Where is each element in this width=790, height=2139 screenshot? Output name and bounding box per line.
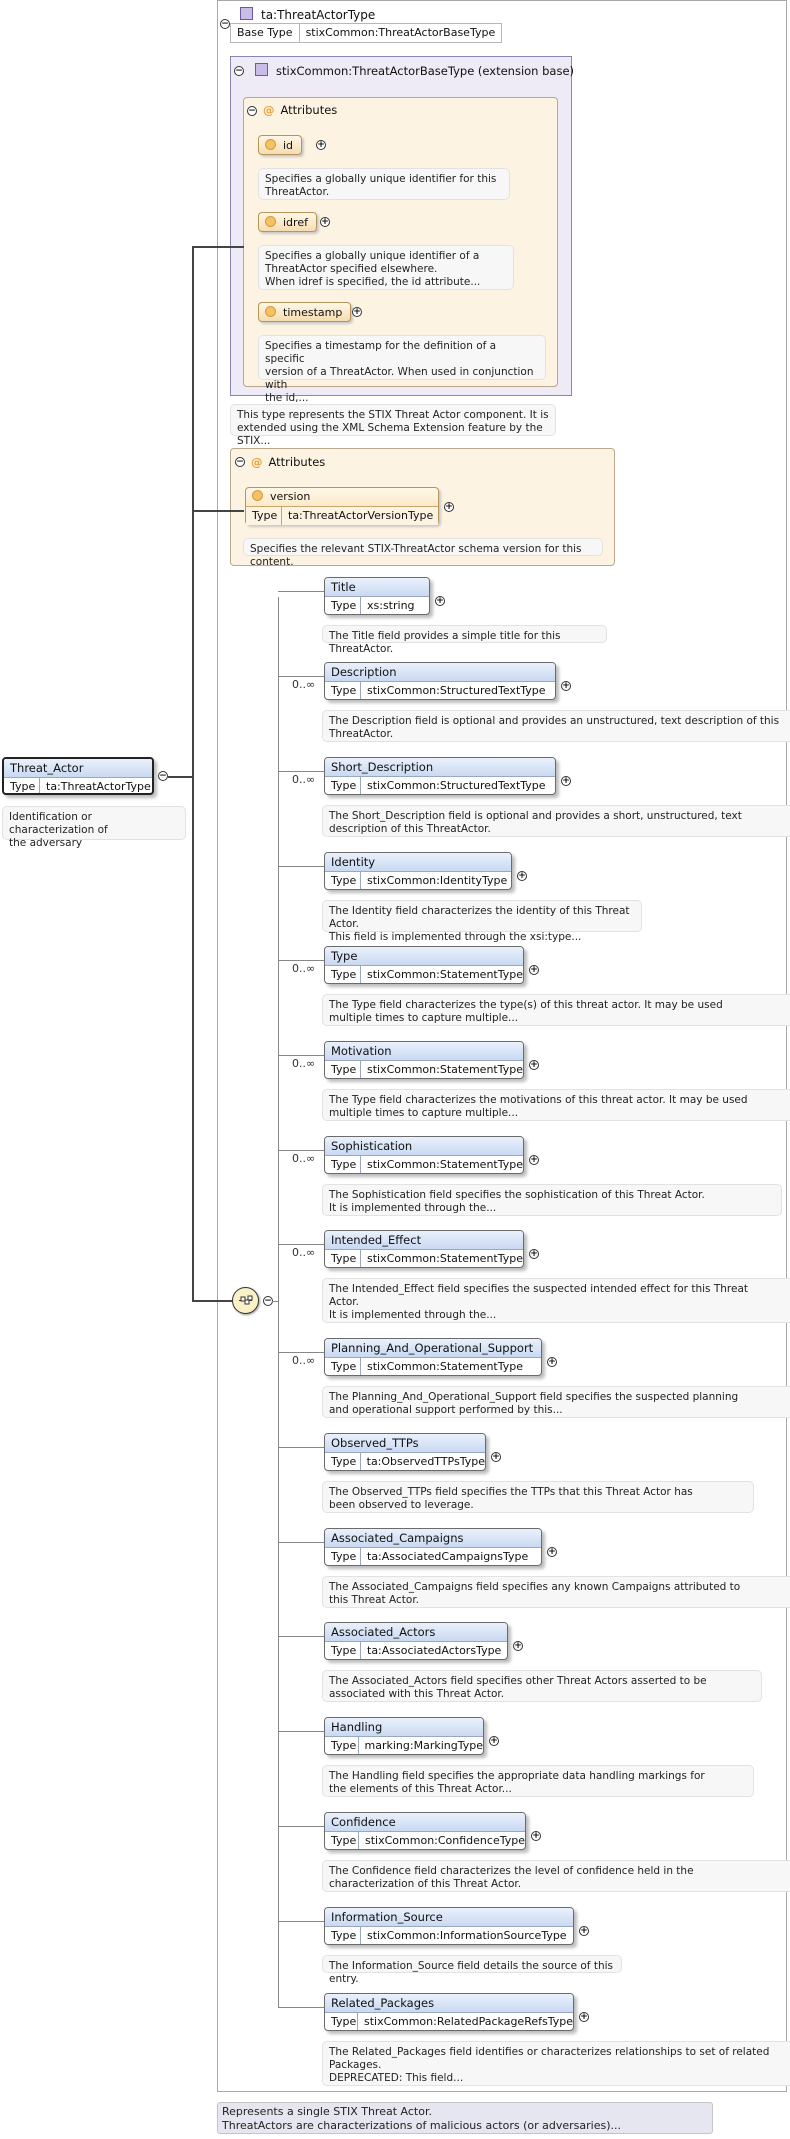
attribute-icon	[265, 139, 276, 150]
base-type-row	[230, 23, 502, 43]
collapse-attributes-icon[interactable]: −	[236, 457, 244, 467]
type-key: Type	[325, 1061, 361, 1079]
type-value: ta:ObservedTTPsType	[366, 1455, 485, 1468]
element-doc: The Related_Packages field identifies or characterizes relationships to set of related Packages. DEPRECATED: This field...	[322, 2041, 790, 2086]
connector	[278, 1055, 324, 1056]
attribute-icon	[265, 306, 276, 317]
attribute-doc: Specifies the relevant STIX-ThreatActor schema version for this content.	[243, 538, 603, 556]
type-value: stixCommon:StatementType	[366, 1158, 523, 1171]
attribute-icon	[252, 490, 263, 501]
element-associated-campaigns[interactable]	[324, 1528, 542, 1566]
element-doc: The Identity field characterizes the identity of this Threat Actor. This field is implemented through the xsi:type...	[322, 900, 642, 932]
element-related-packages[interactable]	[324, 1993, 574, 2031]
type-key: Type	[325, 1832, 359, 1850]
element-planning-and-operational-support[interactable]	[324, 1338, 542, 1376]
type-key: Type	[325, 2013, 358, 2031]
type-value: stixCommon:StatementType	[366, 968, 523, 981]
footer-doc: Represents a single STIX Threat Actor. ThreatActors are characterizations of malicious actors (or adversaries)...	[217, 2102, 713, 2134]
collapse-type-icon[interactable]: −	[221, 19, 229, 29]
extension-title-text: stixCommon:ThreatActorBaseType (extension base)	[276, 64, 575, 78]
element-name: Motivation	[325, 1042, 523, 1061]
type-key: Type	[325, 777, 361, 795]
connector	[278, 1731, 324, 1732]
element-observed-ttps[interactable]	[324, 1433, 486, 1471]
element-information-source[interactable]	[324, 1907, 574, 1945]
expand-icon[interactable]: +	[436, 596, 444, 606]
expand-icon[interactable]: +	[580, 1926, 588, 1936]
collapse-extension-icon[interactable]: −	[235, 66, 243, 76]
complex-type-icon	[255, 63, 268, 76]
cardinality-label: 0..∞	[292, 678, 316, 691]
sequence-compositor-icon[interactable]	[232, 1287, 259, 1314]
element-name: Associated_Campaigns	[325, 1529, 541, 1548]
element-name: Short_Description	[325, 758, 555, 777]
type-value: stixCommon:StructuredTextType	[367, 684, 546, 697]
element-name: Intended_Effect	[325, 1231, 523, 1250]
collapse-root-icon[interactable]: −	[159, 771, 167, 781]
type-key: Type	[325, 1156, 361, 1174]
type-key: Type	[325, 1737, 359, 1755]
type-key: Type	[4, 778, 40, 795]
connector	[278, 1826, 324, 1827]
connector	[168, 776, 194, 778]
element-name: Associated_Actors	[325, 1623, 507, 1642]
cardinality-label: 0..∞	[292, 773, 316, 786]
connector	[192, 510, 244, 512]
attribute-idref[interactable]	[258, 212, 317, 232]
type-value: ta:ThreatActorVersionType	[288, 509, 434, 522]
at-icon: @	[263, 103, 275, 117]
expand-icon[interactable]: +	[514, 1641, 522, 1651]
connector	[272, 1301, 279, 1302]
element-name: Threat_Actor	[4, 759, 152, 778]
connector	[278, 866, 324, 867]
attribute-version[interactable]	[245, 487, 439, 525]
connector	[278, 1636, 324, 1637]
attributes-label: Attributes	[280, 103, 338, 117]
connector	[278, 1352, 324, 1353]
connector	[278, 1244, 324, 1245]
attributes-label: Attributes	[268, 455, 326, 469]
element-doc: The Title field provides a simple title for this ThreatActor.	[322, 625, 607, 643]
type-doc: This type represents the STIX Threat Actor component. It is extended using the XML Schema Extension feature by the STIX...	[230, 404, 556, 436]
attribute-id[interactable]	[258, 135, 302, 155]
expand-icon[interactable]: +	[530, 965, 538, 975]
element-sophistication[interactable]	[324, 1136, 524, 1174]
type-value: stixCommon:IdentityType	[367, 874, 508, 887]
extension-title	[255, 63, 574, 78]
element-short-description[interactable]	[324, 757, 556, 795]
type-key: Type	[325, 872, 361, 890]
extension-attributes-header	[263, 103, 337, 117]
element-intended-effect[interactable]	[324, 1230, 524, 1268]
element-doc: The Information_Source field details the source of this entry.	[322, 1955, 622, 1973]
type-key: Type	[325, 1642, 361, 1660]
connector	[192, 1300, 232, 1302]
at-icon: @	[251, 455, 263, 469]
element-doc: The Confidence field characterizes the level of confidence held in the characterization of this Threat Actor.	[322, 1860, 790, 1892]
element-name: Type	[325, 947, 523, 966]
cardinality-label: 0..∞	[292, 1246, 316, 1259]
element-description[interactable]	[324, 662, 556, 700]
element-doc: The Planning_And_Operational_Support field specifies the suspected planning and operational support performed by this...	[322, 1386, 790, 1418]
connector	[192, 246, 194, 1302]
expand-icon[interactable]: +	[445, 502, 453, 512]
attribute-name: idref	[283, 216, 308, 229]
element-doc: The Intended_Effect field specifies the suspected intended effect for this Threat Actor. It is implemented through the...	[322, 1278, 790, 1323]
cardinality-label: 0..∞	[292, 1354, 316, 1367]
attribute-icon	[265, 216, 276, 227]
type-value: stixCommon:StatementType	[366, 1063, 523, 1076]
element-name: Handling	[325, 1718, 483, 1737]
element-name: Planning_And_Operational_Support	[325, 1339, 541, 1358]
element-doc: The Type field characterizes the motivations of this threat actor. It may be used multiple times to capture multiple...	[322, 1089, 790, 1121]
element-name: Description	[325, 663, 555, 682]
cardinality-label: 0..∞	[292, 1057, 316, 1070]
element-name: Observed_TTPs	[325, 1434, 485, 1453]
type-value: xs:string	[367, 599, 415, 612]
expand-icon[interactable]: +	[532, 1831, 540, 1841]
type-key: Type	[325, 597, 361, 615]
type-value: stixCommon:StatementType	[366, 1252, 523, 1265]
expand-icon[interactable]: +	[562, 681, 570, 691]
element-name: Information_Source	[325, 1908, 573, 1927]
attribute-doc: Specifies a globally unique identifier of a ThreatActor specified elsewhere. When idref is specified, the id attribute...	[258, 245, 514, 290]
cardinality-label: 0..∞	[292, 1152, 316, 1165]
element-confidence[interactable]	[324, 1812, 526, 1850]
root-element-threat-actor[interactable]	[2, 757, 154, 795]
sequence-connector	[278, 597, 279, 2007]
element-doc: The Associated_Actors field specifies other Threat Actors asserted to be associated with this Threat Actor.	[322, 1670, 762, 1702]
type-key: Type	[325, 1453, 361, 1471]
base-type-value: stixCommon:ThreatActorBaseType	[299, 24, 502, 42]
element-name: Sophistication	[325, 1137, 523, 1156]
type-key: Type	[325, 682, 361, 700]
collapse-attributes-icon[interactable]: −	[248, 106, 256, 116]
type-header	[240, 6, 375, 24]
connector	[278, 960, 324, 961]
expand-icon[interactable]: +	[580, 2012, 588, 2022]
type-value: ta:ThreatActorType	[46, 780, 151, 793]
collapse-sequence-icon[interactable]: −	[264, 1296, 272, 1306]
connector	[192, 246, 244, 248]
expand-icon[interactable]: +	[492, 1452, 500, 1462]
element-name: Related_Packages	[325, 1994, 573, 2013]
connector	[278, 1921, 324, 1922]
type-key: Type	[325, 1358, 361, 1376]
attribute-name: timestamp	[283, 306, 343, 319]
expand-icon[interactable]: +	[490, 1736, 498, 1746]
type-value: stixCommon:RelatedPackageRefsType	[363, 2015, 573, 2028]
type-value: stixCommon:ConfidenceType	[365, 1834, 525, 1847]
element-handling[interactable]	[324, 1717, 484, 1755]
type-key: Type	[246, 507, 282, 525]
root-doc: Identification or characterization of the adversary	[2, 806, 186, 840]
expand-icon[interactable]: +	[321, 217, 329, 227]
type-key: Type	[325, 1927, 361, 1945]
element-doc: The Short_Description field is optional and provides a short, unstructured, text description of this ThreatActor.	[322, 805, 790, 837]
expand-icon[interactable]: +	[518, 871, 526, 881]
type-key: Type	[325, 1548, 361, 1566]
expand-icon[interactable]: +	[353, 307, 361, 317]
element-doc: The Description field is optional and provides an unstructured, text description of this ThreatActor.	[322, 710, 790, 742]
expand-icon[interactable]: +	[562, 776, 570, 786]
element-doc: The Handling field specifies the appropriate data handling markings for the elements of this Threat Actor...	[322, 1765, 754, 1797]
attribute-name: version	[270, 490, 311, 503]
element-doc: The Sophistication field specifies the sophistication of this Threat Actor. It is implemented through the...	[322, 1184, 782, 1216]
connector	[278, 2007, 324, 2008]
element-title[interactable]	[324, 577, 430, 615]
element-name: Confidence	[325, 1813, 525, 1832]
connector	[278, 1150, 324, 1151]
connector	[278, 1447, 324, 1448]
type-key: Type	[325, 1250, 361, 1268]
base-type-key: Base Type	[237, 26, 293, 39]
element-doc: The Type field characterizes the type(s) of this threat actor. It may be used multiple times to capture multiple...	[322, 994, 790, 1026]
element-motivation[interactable]	[324, 1041, 524, 1079]
cardinality-label: 0..∞	[292, 962, 316, 975]
expand-icon[interactable]: +	[530, 1249, 538, 1259]
element-associated-actors[interactable]	[324, 1622, 508, 1660]
type-name: ta:ThreatActorType	[261, 8, 376, 22]
complex-type-icon	[240, 7, 253, 20]
attribute-doc: Specifies a timestamp for the definition of a specific version of a ThreatActor. When used in conjunction with the id,...	[258, 335, 546, 380]
expand-icon[interactable]: +	[548, 1357, 556, 1367]
expand-icon[interactable]: +	[530, 1060, 538, 1070]
element-name: Title	[325, 578, 429, 597]
expand-icon[interactable]: +	[317, 140, 325, 150]
element-doc: The Observed_TTPs field specifies the TTPs that this Threat Actor has been observed to leverage.	[322, 1481, 754, 1513]
type-key: Type	[325, 966, 361, 984]
connector	[278, 771, 324, 772]
type-value: ta:AssociatedCampaignsType	[367, 1550, 529, 1563]
type-value: stixCommon:InformationSourceType	[367, 1929, 567, 1942]
element-name: Identity	[325, 853, 511, 872]
element-identity[interactable]	[324, 852, 512, 890]
type-value: stixCommon:StructuredTextType	[367, 779, 546, 792]
attribute-name: id	[283, 139, 294, 152]
connector	[278, 1542, 324, 1543]
element-doc: The Associated_Campaigns field specifies any known Campaigns attributed to this Threat Actor.	[322, 1576, 790, 1608]
expand-icon[interactable]: +	[548, 1547, 556, 1557]
type-value: stixCommon:StatementType	[367, 1360, 524, 1373]
type-value: ta:AssociatedActorsType	[367, 1644, 502, 1657]
element-type[interactable]	[324, 946, 524, 984]
own-attributes-header	[251, 455, 325, 469]
connector	[278, 591, 324, 592]
type-value: marking:MarkingType	[364, 1739, 483, 1752]
attribute-doc: Specifies a globally unique identifier for this ThreatActor.	[258, 168, 510, 200]
expand-icon[interactable]: +	[530, 1155, 538, 1165]
attribute-timestamp[interactable]	[258, 302, 351, 322]
connector	[278, 676, 324, 677]
